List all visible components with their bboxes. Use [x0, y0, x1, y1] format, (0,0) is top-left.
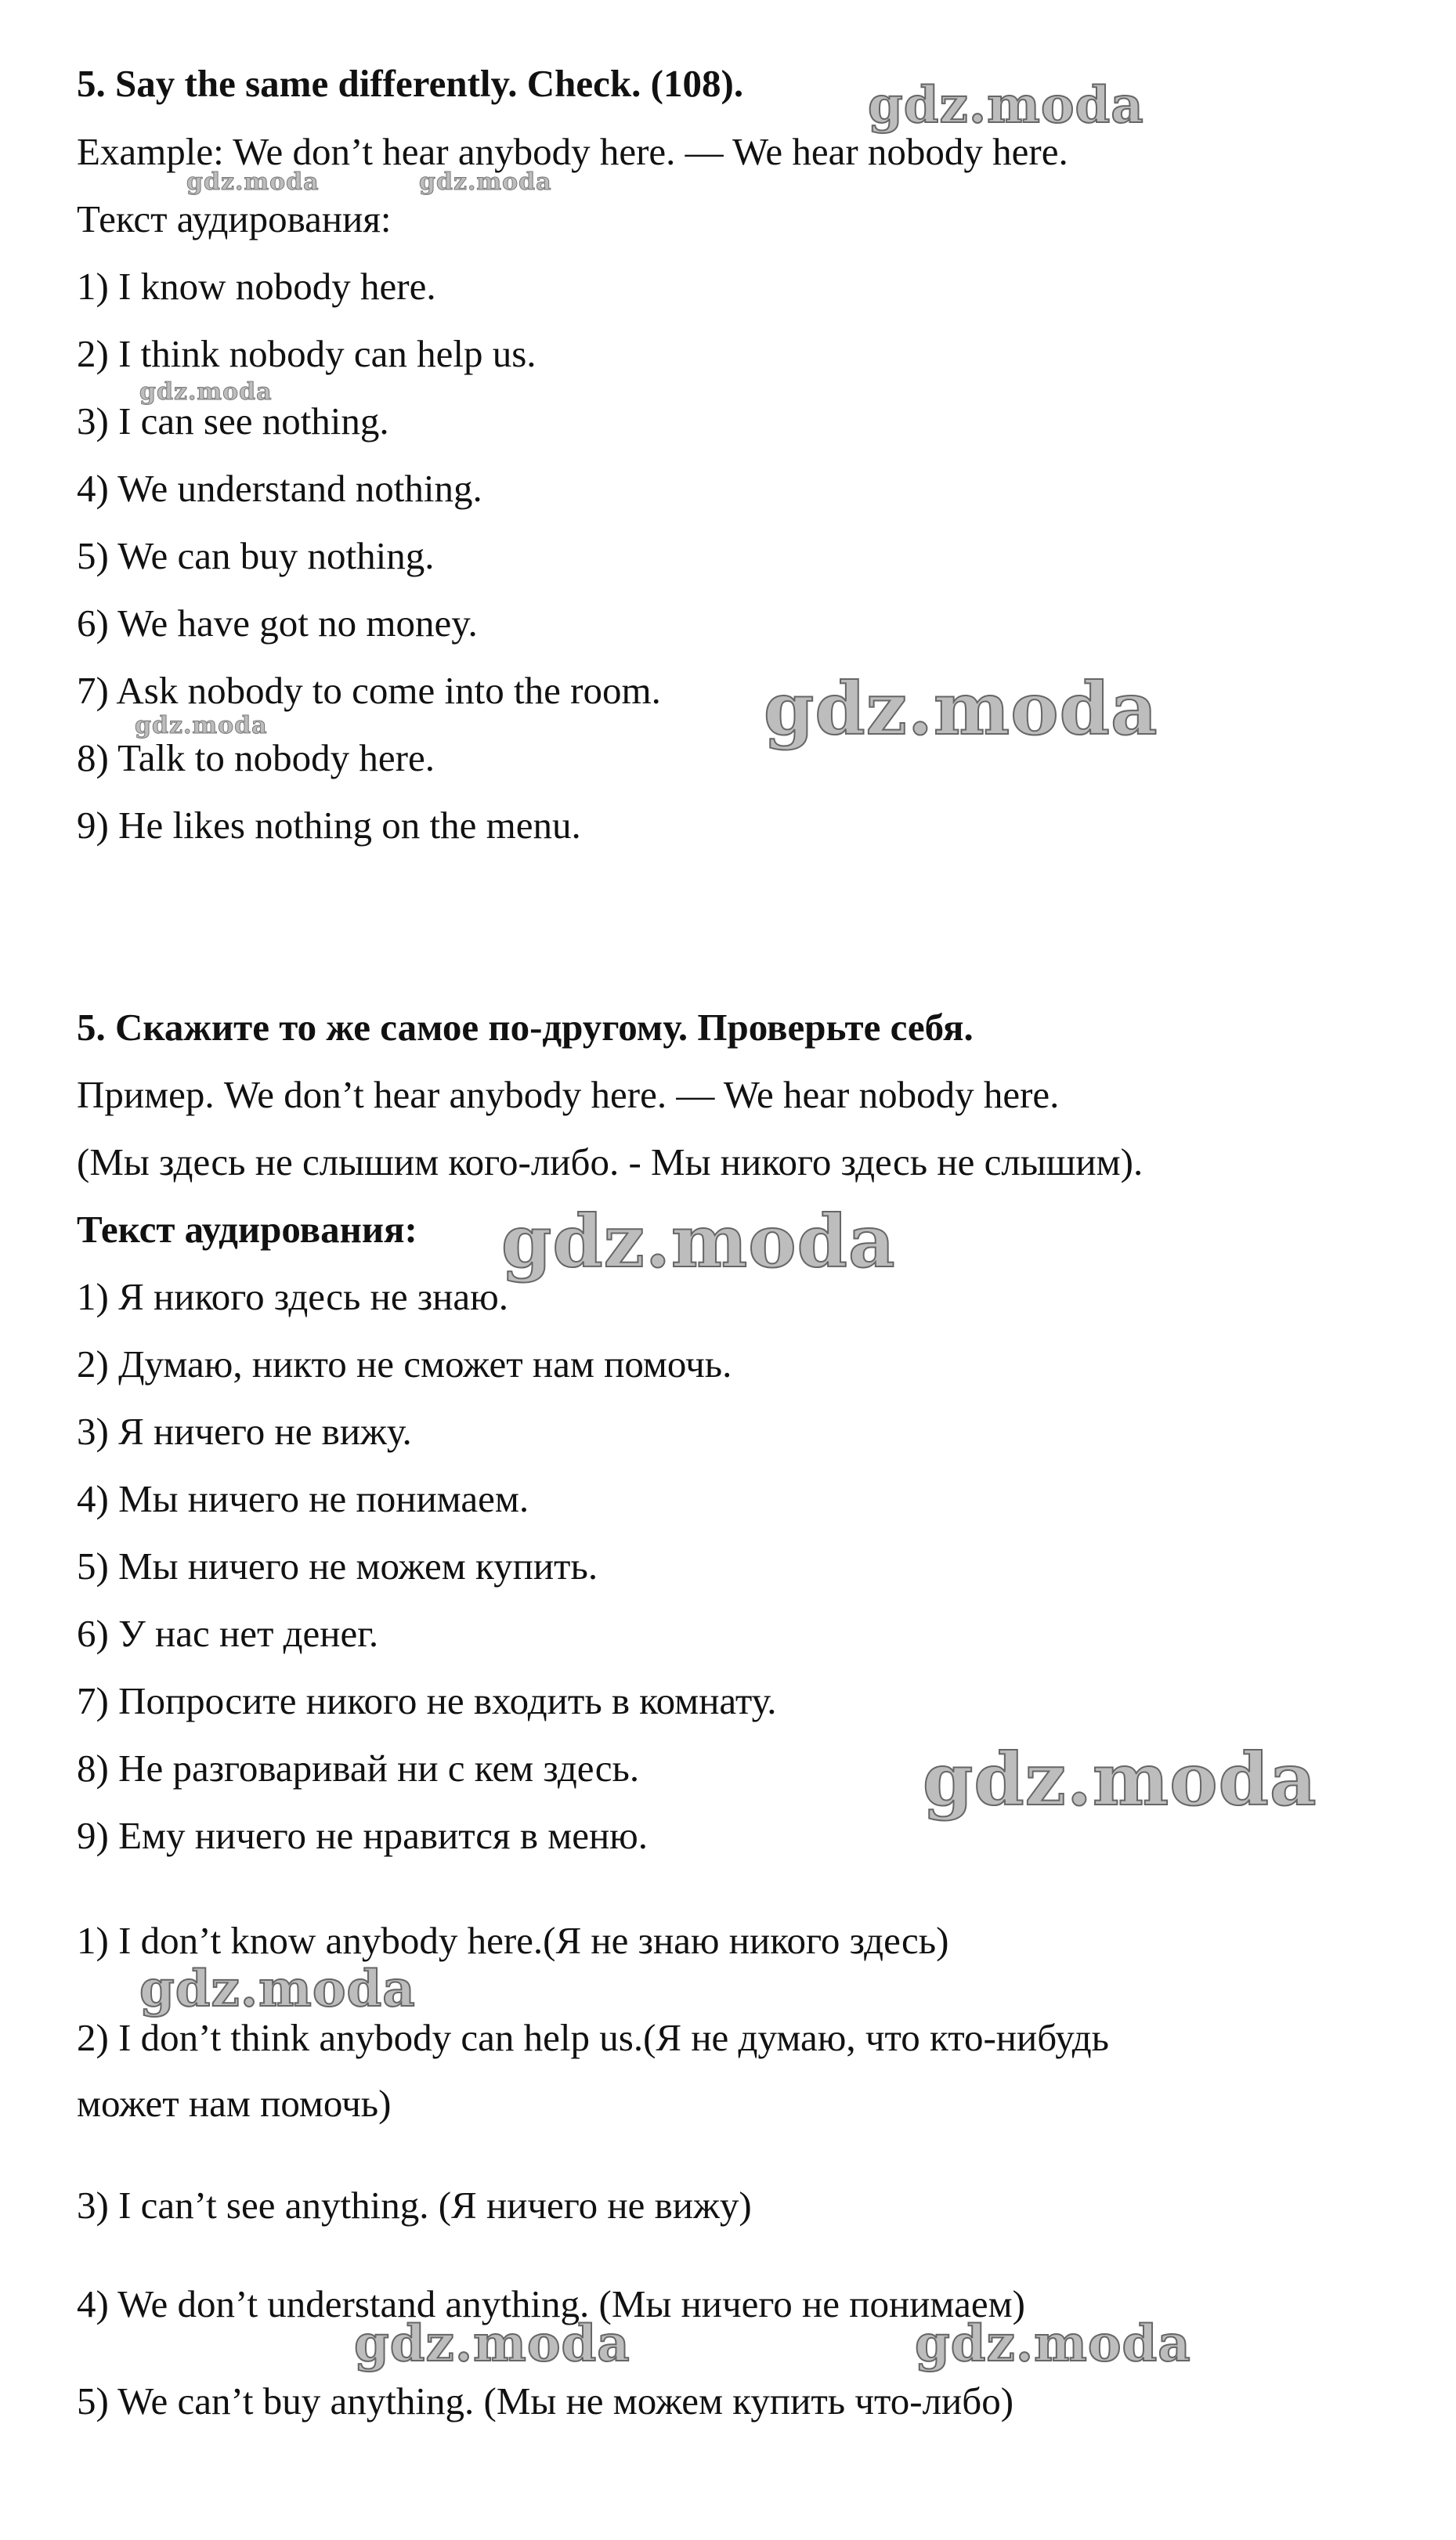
en-audio-label: Текст аудирования: — [77, 197, 392, 240]
watermark: gdz.moda — [764, 667, 1158, 751]
ru-item: 6) У нас нет денег. — [77, 1612, 379, 1655]
watermark: gdz.moda — [501, 1199, 896, 1284]
ru-example: Пример. We don’t hear anybody here. — We hear nobody here. — [77, 1073, 1060, 1116]
watermark: gdz.moda — [868, 76, 1144, 135]
answer-line: 5) We can’t buy anything. (Мы не можем купить что-либо) — [77, 2379, 1014, 2423]
en-item: 9) He likes nothing on the menu. — [77, 804, 581, 847]
en-item: 6) We have got no money. — [77, 602, 478, 645]
ru-item: 2) Думаю, никто не сможет нам помочь. — [77, 1342, 732, 1386]
answer-line: 4) We don’t understand anything. (Мы ничего не понимаем) — [77, 2282, 1025, 2325]
ru-item: 1) Я никого здесь не знаю. — [77, 1275, 509, 1318]
en-example: Example: We don’t hear anybody here. — We hear nobody here. — [77, 130, 1068, 173]
en-item: 5) We can buy nothing. — [77, 534, 435, 577]
ru-item: 7) Попросите никого не входить в комнату. — [77, 1679, 777, 1722]
answer-line-continuation: может нам помочь) — [77, 2082, 392, 2125]
en-item: 3) I can see nothing. — [77, 399, 389, 443]
watermark: gdz.moda — [139, 378, 273, 406]
en-item: 4) We understand nothing. — [77, 467, 482, 510]
watermark: gdz.moda — [186, 168, 320, 196]
en-item: 8) Talk to nobody here. — [77, 736, 435, 779]
ru-audio-label: Текст аудирования: — [77, 1208, 417, 1251]
en-item: 1) I know nobody here. — [77, 265, 436, 308]
ru-item: 4) Мы ничего не понимаем. — [77, 1477, 529, 1520]
ru-item: 9) Ему ничего не нравится в меню. — [77, 1814, 649, 1857]
ru-item: 5) Мы ничего не можем купить. — [77, 1545, 598, 1588]
ru-example-translation: (Мы здесь не слышим кого-либо. - Мы никого здесь не слышим). — [77, 1140, 1143, 1183]
en-item: 7) Ask nobody to come into the room. — [77, 669, 661, 712]
answer-line: 2) I don’t think anybody can help us.(Я не думаю, что кто-нибудь — [77, 2016, 1109, 2059]
en-heading: 5. Say the same differently. Check. (108). — [77, 62, 744, 105]
answer-line: 1) I don’t know anybody here.(Я не знаю никого здесь) — [77, 1919, 949, 1962]
en-item: 2) I think nobody can help us. — [77, 332, 537, 375]
watermark: gdz.moda — [923, 1737, 1317, 1822]
ru-item: 3) Я ничего не вижу. — [77, 1410, 412, 1453]
watermark: gdz.moda — [354, 2314, 630, 2373]
answer-line: 3) I can’t see anything. (Я ничего не вижу) — [77, 2184, 752, 2227]
ru-heading: 5. Скажите то же самое по-другому. Проверьте себя. — [77, 1006, 974, 1049]
watermark: gdz.moda — [419, 168, 552, 196]
ru-item: 8) Не разговаривай ни с кем здесь. — [77, 1747, 640, 1790]
watermark: gdz.moda — [135, 712, 268, 739]
watermark: gdz.moda — [915, 2314, 1191, 2373]
watermark: gdz.moda — [139, 1960, 416, 2018]
